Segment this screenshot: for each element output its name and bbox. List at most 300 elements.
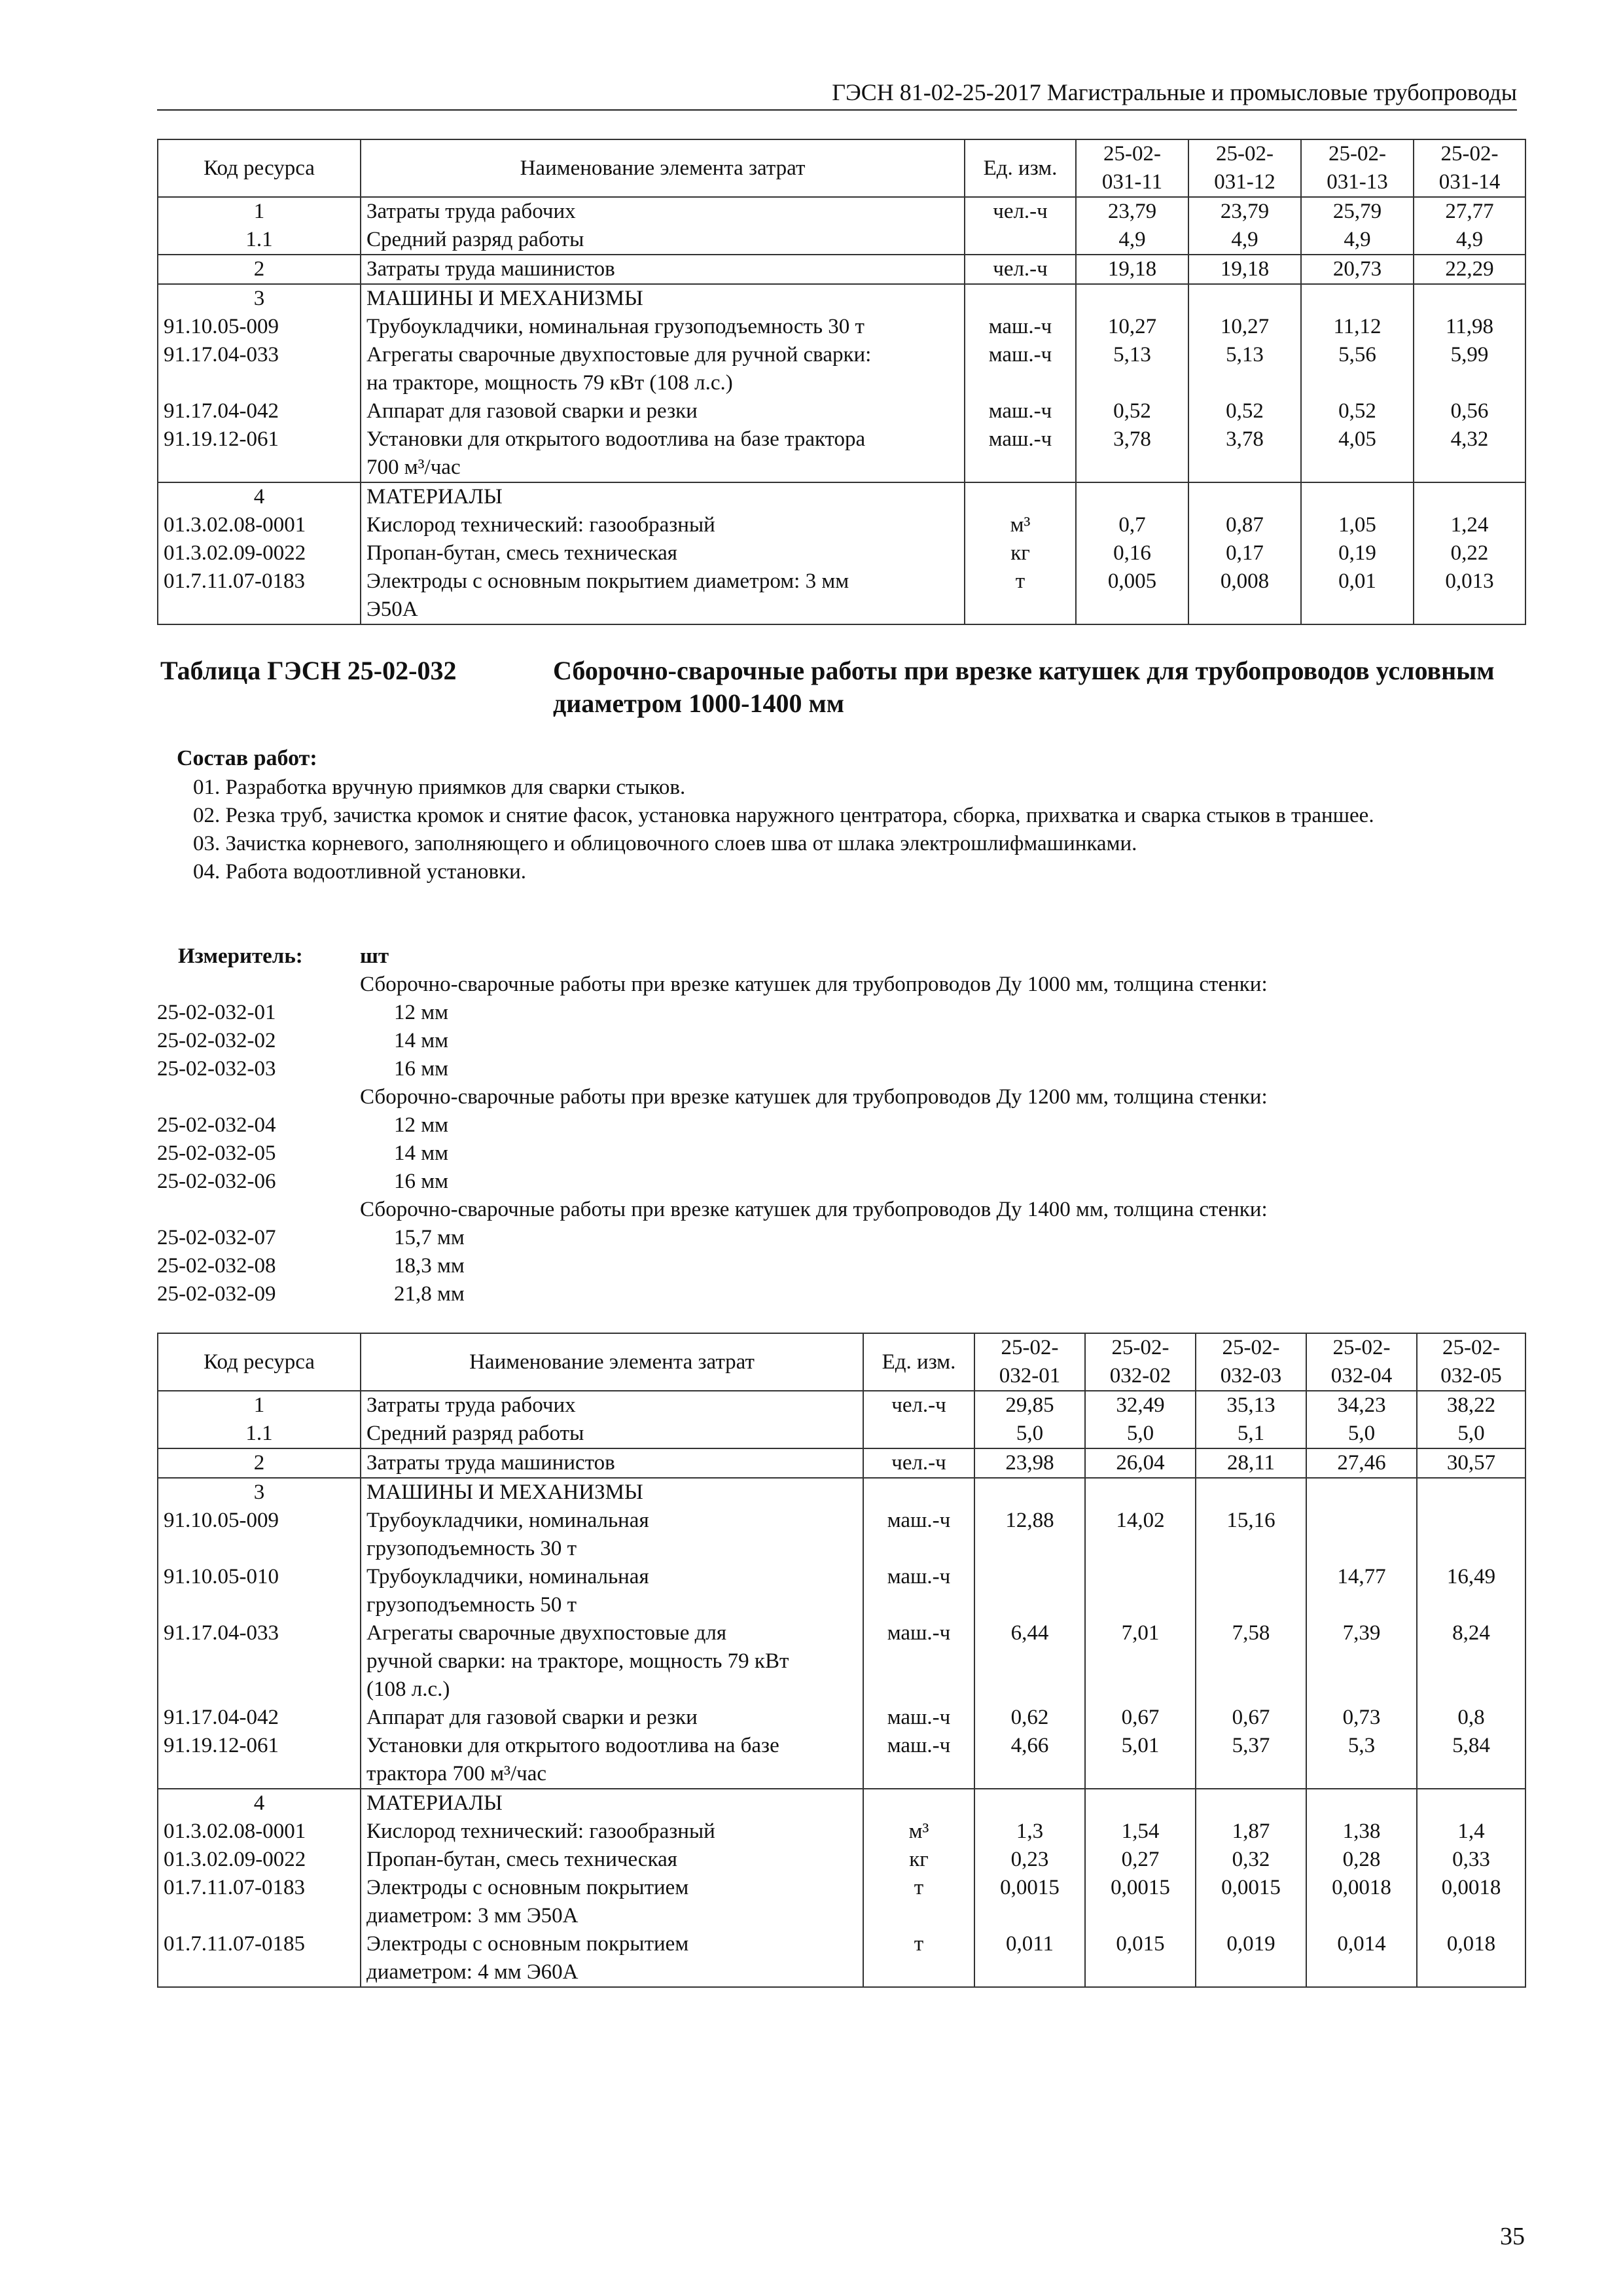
value-cell: 0,67	[1085, 1704, 1196, 1732]
value-cell: 3,78	[1188, 425, 1301, 482]
resource-name	[361, 1846, 863, 1874]
resource-name	[361, 1619, 863, 1704]
measure-row	[157, 1055, 1531, 1083]
resource-name-line: Трубоукладчики, номинальная	[366, 1565, 649, 1588]
table-row	[158, 1874, 1525, 1930]
col-header-code: Код ресурса	[158, 139, 361, 197]
resource-code: 91.10.05-009	[158, 1507, 361, 1563]
value-cell: 4,9	[1188, 226, 1301, 255]
unit-cell: т	[863, 1930, 974, 1987]
value-cell: 0,23	[974, 1846, 1085, 1874]
value-cell: 35,13	[1196, 1391, 1306, 1420]
value-cell: 8,24	[1417, 1619, 1525, 1704]
resource-name-line: МАТЕРИАЛЫ	[366, 1791, 503, 1815]
value-cell	[1417, 1789, 1525, 1818]
measure-row	[157, 1224, 1531, 1252]
value-cell: 0,0015	[974, 1874, 1085, 1930]
value-cell: 29,85	[974, 1391, 1085, 1420]
col-header-name: Наименование элемента затрат	[361, 139, 965, 197]
page-header: ГЭСН 81-02-25-2017 Магистральные и промысловые трубопроводы	[157, 77, 1517, 111]
value-cell: 5,0	[974, 1420, 1085, 1448]
measure-code: 25-02-032-01	[157, 1001, 276, 1024]
resource-code: 3	[158, 284, 361, 313]
value-cell: 19,18	[1188, 255, 1301, 284]
resource-name-line: Кислород технический: газообразный	[366, 1820, 715, 1843]
unit-cell	[863, 1789, 974, 1818]
col-header-rate: 25-02- 032-03	[1196, 1333, 1306, 1391]
value-cell: 19,18	[1076, 255, 1188, 284]
resource-name-line: Средний разряд работы	[366, 1422, 584, 1445]
resource-name-line: Затраты труда рабочих	[366, 1393, 576, 1417]
value-cell	[974, 1563, 1085, 1619]
unit-cell	[863, 1478, 974, 1507]
value-cell	[1188, 284, 1301, 313]
unit-cell	[965, 284, 1076, 313]
value-cell: 0,014	[1306, 1930, 1417, 1987]
resource-name-line: диаметром: 3 мм Э50А	[366, 1904, 579, 1928]
value-cell: 0,33	[1417, 1846, 1525, 1874]
resource-code: 3	[158, 1478, 361, 1507]
resource-name-line: Трубоукладчики, номинальная	[366, 1509, 649, 1532]
resource-code: 4	[158, 1789, 361, 1818]
table-row	[158, 284, 1525, 313]
resource-code: 1.1	[158, 226, 361, 255]
value-cell	[1414, 284, 1525, 313]
col-header-unit: Ед. изм.	[965, 139, 1076, 197]
table-row	[158, 1704, 1525, 1732]
resource-name	[361, 255, 965, 284]
unit-cell: чел.-ч	[965, 197, 1076, 226]
measure-code	[157, 971, 360, 999]
measure-text: Сборочно-сварочные работы при врезке катушек для трубопроводов Ду 1200 мм, толщина стенки:	[360, 1085, 1268, 1109]
value-cell: 4,32	[1414, 425, 1525, 482]
value-cell: 3,78	[1076, 425, 1188, 482]
resource-name-line: Кислород технический: газообразный	[366, 513, 715, 537]
resource-code: 01.7.11.07-0183	[158, 1874, 361, 1930]
value-cell: 4,66	[974, 1732, 1085, 1789]
col-header-rate: 25-02- 032-04	[1306, 1333, 1417, 1391]
measure-text: 16 мм	[394, 1170, 449, 1193]
resource-name-line: Электроды с основным покрытием	[366, 1932, 689, 1956]
value-cell: 30,57	[1417, 1448, 1525, 1478]
resource-name-line: трактора 700 м³/час	[366, 1762, 547, 1785]
col-header-unit: Ед. изм.	[863, 1333, 974, 1391]
unit-cell: чел.-ч	[863, 1448, 974, 1478]
value-cell: 0,0015	[1196, 1874, 1306, 1930]
resource-name-line: Средний разряд работы	[366, 228, 584, 251]
value-cell: 0,005	[1076, 567, 1188, 624]
value-cell: 5,56	[1301, 341, 1414, 397]
unit-cell: т	[965, 567, 1076, 624]
value-cell: 6,44	[974, 1619, 1085, 1704]
value-cell: 23,79	[1188, 197, 1301, 226]
value-cell: 0,8	[1417, 1704, 1525, 1732]
measure-text: Сборочно-сварочные работы при врезке катушек для трубопроводов Ду 1400 мм, толщина стенки:	[360, 1198, 1268, 1221]
measure-code: 25-02-032-07	[157, 1226, 276, 1249]
value-cell: 1,87	[1196, 1818, 1306, 1846]
value-cell: 26,04	[1085, 1448, 1196, 1478]
value-cell	[1076, 482, 1188, 511]
value-cell: 25,79	[1301, 197, 1414, 226]
col-header-code: Код ресурса	[158, 1333, 361, 1391]
table-row	[158, 197, 1525, 226]
value-cell: 14,02	[1085, 1507, 1196, 1563]
unit-cell	[863, 1420, 974, 1448]
resource-name-line: МАТЕРИАЛЫ	[366, 485, 503, 509]
resource-name	[361, 313, 965, 341]
resource-name-line: Электроды с основным покрытием	[366, 1876, 689, 1899]
unit-cell: кг	[863, 1846, 974, 1874]
resource-code: 4	[158, 482, 361, 511]
value-cell: 0,52	[1301, 397, 1414, 425]
resource-name	[361, 226, 965, 255]
value-cell: 28,11	[1196, 1448, 1306, 1478]
value-cell: 0,013	[1414, 567, 1525, 624]
measure-text: 14 мм	[394, 1141, 449, 1165]
value-cell: 0,7	[1076, 511, 1188, 539]
value-cell: 4,9	[1414, 226, 1525, 255]
value-cell: 11,12	[1301, 313, 1414, 341]
value-cell: 4,05	[1301, 425, 1414, 482]
value-cell: 0,16	[1076, 539, 1188, 567]
resource-code: 01.3.02.08-0001	[158, 511, 361, 539]
resource-name-line: МАШИНЫ И МЕХАНИЗМЫ	[366, 1480, 643, 1504]
value-cell	[1306, 1478, 1417, 1507]
value-cell	[1306, 1507, 1417, 1563]
resource-name	[361, 1420, 863, 1448]
measure-code	[157, 1196, 360, 1224]
value-cell: 16,49	[1417, 1563, 1525, 1619]
table-row	[158, 1420, 1525, 1448]
measure-row	[157, 1111, 1531, 1139]
measure-code: 25-02-032-06	[157, 1170, 276, 1193]
value-cell: 5,0	[1417, 1420, 1525, 1448]
col-header-rate: 25-02- 032-02	[1085, 1333, 1196, 1391]
col-header-rate: 25-02- 031-11	[1076, 139, 1188, 197]
table-row	[158, 397, 1525, 425]
unit-cell: маш.-ч	[863, 1704, 974, 1732]
unit-cell: маш.-ч	[965, 341, 1076, 397]
resource-name-line: Затраты труда машинистов	[366, 1451, 615, 1475]
unit-cell: маш.-ч	[863, 1507, 974, 1563]
composition-item: 01. Разработка вручную приямков для сварки стыков.	[193, 776, 686, 799]
table-row	[158, 567, 1525, 624]
table-row	[158, 482, 1525, 511]
value-cell	[1414, 482, 1525, 511]
value-cell: 0,0018	[1417, 1874, 1525, 1930]
resource-name	[361, 511, 965, 539]
col-header-rate: 25-02- 031-12	[1188, 139, 1301, 197]
measure-row	[157, 1252, 1531, 1280]
resource-name-line: Пропан-бутан, смесь техническая	[366, 1848, 677, 1871]
value-cell	[1085, 1563, 1196, 1619]
unit-cell: м³	[863, 1818, 974, 1846]
col-header-name: Наименование элемента затрат	[361, 1333, 863, 1391]
resource-name-line: МАШИНЫ И МЕХАНИЗМЫ	[366, 287, 643, 310]
value-cell: 23,79	[1076, 197, 1188, 226]
table-row	[158, 1732, 1525, 1789]
value-cell: 0,52	[1076, 397, 1188, 425]
value-cell: 7,01	[1085, 1619, 1196, 1704]
resource-code: 2	[158, 1448, 361, 1478]
resource-code: 91.17.04-042	[158, 1704, 361, 1732]
value-cell: 5,99	[1414, 341, 1525, 397]
measure-code: 25-02-032-02	[157, 1029, 276, 1052]
resource-code: 91.19.12-061	[158, 1732, 361, 1789]
measure-row	[157, 1196, 1531, 1224]
resource-code: 91.10.05-010	[158, 1563, 361, 1619]
value-cell: 4,9	[1301, 226, 1414, 255]
resource-table-031	[157, 139, 1526, 625]
measure-row	[157, 1027, 1531, 1055]
resource-name-line: Аппарат для газовой сварки и резки	[366, 399, 698, 423]
value-cell: 0,0015	[1085, 1874, 1196, 1930]
value-cell	[974, 1478, 1085, 1507]
value-cell: 1,3	[974, 1818, 1085, 1846]
value-cell	[1085, 1789, 1196, 1818]
resource-name-line: Аппарат для газовой сварки и резки	[366, 1706, 698, 1729]
value-cell: 1,38	[1306, 1818, 1417, 1846]
table-row	[158, 1930, 1525, 1987]
table-row	[158, 1846, 1525, 1874]
measure-row	[157, 971, 1531, 999]
value-cell: 5,13	[1076, 341, 1188, 397]
value-cell: 27,77	[1414, 197, 1525, 226]
measure-unit: шт	[360, 944, 389, 968]
value-cell	[974, 1789, 1085, 1818]
resource-code: 1.1	[158, 1420, 361, 1448]
resource-name-line: диаметром: 4 мм Э60А	[366, 1960, 579, 1984]
resource-name-line: Электроды с основным покрытием диаметром: 3 мм	[366, 569, 849, 593]
value-cell	[1196, 1478, 1306, 1507]
value-cell	[1301, 284, 1414, 313]
resource-name-line: (108 л.с.)	[366, 1677, 450, 1701]
value-cell: 5,01	[1085, 1732, 1196, 1789]
resource-name-line: 700 м³/час	[366, 456, 461, 479]
resource-name-line: грузоподъемность 30 т	[366, 1537, 577, 1560]
resource-code: 01.3.02.09-0022	[158, 1846, 361, 1874]
value-cell: 10,27	[1076, 313, 1188, 341]
resource-name-line: Агрегаты сварочные двухпостовые для ручной сварки:	[366, 343, 872, 367]
resource-table-032	[157, 1333, 1526, 1988]
measure-code	[157, 1083, 360, 1111]
resource-name-line: Затраты труда машинистов	[366, 257, 615, 281]
table-row	[158, 425, 1525, 482]
table-row	[158, 511, 1525, 539]
table-row	[158, 1391, 1525, 1420]
value-cell	[1085, 1478, 1196, 1507]
table-title: Сборочно-сварочные работы при врезке катушек для трубопроводов условным диаметром 1000-1400 мм	[553, 656, 1495, 718]
composition-item: 03. Зачистка корневого, заполняющего и облицовочного слоев шва от шлака электрошлифмашинками.	[193, 832, 1137, 855]
resource-name-line: ручной сварки: на тракторе, мощность 79 кВт	[366, 1649, 789, 1673]
value-cell: 0,018	[1417, 1930, 1525, 1987]
resource-name	[361, 197, 965, 226]
table-row	[158, 1478, 1525, 1507]
value-cell	[1076, 284, 1188, 313]
value-cell	[1188, 482, 1301, 511]
resource-name	[361, 341, 965, 397]
table-row	[158, 1818, 1525, 1846]
resource-name	[361, 1704, 863, 1732]
value-cell: 0,67	[1196, 1704, 1306, 1732]
value-cell: 27,46	[1306, 1448, 1417, 1478]
table-row	[158, 1507, 1525, 1563]
value-cell	[1196, 1563, 1306, 1619]
composition-item: 02. Резка труб, зачистка кромок и снятие фасок, установка наружного центратора, сборка, прихватка и сварка стыков в траншее.	[193, 804, 1374, 827]
resource-code: 91.17.04-033	[158, 341, 361, 397]
measure-code: 25-02-032-03	[157, 1057, 276, 1081]
resource-name-line: Затраты труда рабочих	[366, 200, 576, 223]
value-cell: 1,4	[1417, 1818, 1525, 1846]
measure-code: 25-02-032-04	[157, 1113, 276, 1137]
value-cell: 7,58	[1196, 1619, 1306, 1704]
measure-row	[157, 1083, 1531, 1111]
resource-name	[361, 539, 965, 567]
col-header-rate: 25-02- 032-05	[1417, 1333, 1525, 1391]
value-cell: 32,49	[1085, 1391, 1196, 1420]
value-cell: 23,98	[974, 1448, 1085, 1478]
table-row	[158, 1789, 1525, 1818]
resource-name-line: грузоподъемность 50 т	[366, 1593, 577, 1617]
resource-code: 91.17.04-033	[158, 1619, 361, 1704]
resource-code: 01.7.11.07-0185	[158, 1930, 361, 1987]
unit-cell: т	[863, 1874, 974, 1930]
composition-list	[193, 774, 1508, 886]
value-cell: 1,05	[1301, 511, 1414, 539]
measure-label: Измеритель:	[178, 944, 303, 968]
table-row	[158, 1563, 1525, 1619]
measure-code: 25-02-032-09	[157, 1282, 276, 1306]
resource-name	[361, 1391, 863, 1420]
value-cell: 10,27	[1188, 313, 1301, 341]
value-cell: 5,3	[1306, 1732, 1417, 1789]
resource-name	[361, 1874, 863, 1930]
measure-list	[157, 942, 1531, 1308]
value-cell: 0,008	[1188, 567, 1301, 624]
resource-name-line: на тракторе, мощность 79 кВт (108 л.с.)	[366, 371, 733, 395]
value-cell: 38,22	[1417, 1391, 1525, 1420]
resource-name	[361, 1930, 863, 1987]
value-cell: 0,17	[1188, 539, 1301, 567]
resource-name-line: Агрегаты сварочные двухпостовые для	[366, 1621, 727, 1645]
measure-row	[157, 1139, 1531, 1168]
unit-cell: м³	[965, 511, 1076, 539]
table-row	[158, 226, 1525, 255]
resource-code: 01.7.11.07-0183	[158, 567, 361, 624]
table-row	[158, 1619, 1525, 1704]
value-cell: 0,015	[1085, 1930, 1196, 1987]
page-number: 35	[1500, 2223, 1525, 2250]
resource-name	[361, 1818, 863, 1846]
table-row	[158, 255, 1525, 284]
table-label: Таблица ГЭСН 25-02-032	[160, 656, 457, 685]
resource-name	[361, 1732, 863, 1789]
value-cell	[1417, 1507, 1525, 1563]
resource-code: 1	[158, 1391, 361, 1420]
value-cell: 20,73	[1301, 255, 1414, 284]
unit-cell	[965, 226, 1076, 255]
value-cell: 34,23	[1306, 1391, 1417, 1420]
measure-text: Сборочно-сварочные работы при врезке катушек для трубопроводов Ду 1000 мм, толщина стенки:	[360, 973, 1268, 996]
measure-text: 12 мм	[394, 1001, 449, 1024]
value-cell: 0,22	[1414, 539, 1525, 567]
resource-code: 1	[158, 197, 361, 226]
value-cell	[1417, 1478, 1525, 1507]
value-cell: 5,13	[1188, 341, 1301, 397]
unit-cell: кг	[965, 539, 1076, 567]
col-header-rate: 25-02- 032-01	[974, 1333, 1085, 1391]
value-cell: 0,19	[1301, 539, 1414, 567]
value-cell: 1,54	[1085, 1818, 1196, 1846]
measure-text: 16 мм	[394, 1057, 449, 1081]
resource-name	[361, 397, 965, 425]
unit-cell: маш.-ч	[965, 397, 1076, 425]
unit-cell: маш.-ч	[965, 425, 1076, 482]
table-row	[158, 539, 1525, 567]
resource-code: 2	[158, 255, 361, 284]
value-cell	[1196, 1789, 1306, 1818]
resource-name	[361, 1448, 863, 1478]
value-cell	[1301, 482, 1414, 511]
value-cell: 5,0	[1306, 1420, 1417, 1448]
resource-name-line: Э50А	[366, 598, 418, 621]
unit-cell: чел.-ч	[863, 1391, 974, 1420]
resource-name-line: Установки для открытого водоотлива на базе трактора	[366, 427, 866, 451]
measure-text: 15,7 мм	[394, 1226, 465, 1249]
unit-cell	[965, 482, 1076, 511]
table-row	[158, 313, 1525, 341]
value-cell: 5,84	[1417, 1732, 1525, 1789]
measure-code: 25-02-032-05	[157, 1141, 276, 1165]
value-cell: 0,32	[1196, 1846, 1306, 1874]
value-cell: 12,88	[974, 1507, 1085, 1563]
col-header-rate: 25-02- 031-13	[1301, 139, 1414, 197]
value-cell: 14,77	[1306, 1563, 1417, 1619]
resource-name	[361, 1789, 863, 1818]
measure-text: 18,3 мм	[394, 1254, 465, 1278]
unit-cell: маш.-ч	[863, 1619, 974, 1704]
value-cell: 0,01	[1301, 567, 1414, 624]
measure-text: 12 мм	[394, 1113, 449, 1137]
resource-name	[361, 284, 965, 313]
value-cell	[1306, 1789, 1417, 1818]
resource-code: 91.10.05-009	[158, 313, 361, 341]
value-cell: 5,1	[1196, 1420, 1306, 1448]
measure-text: 14 мм	[394, 1029, 449, 1052]
value-cell: 1,24	[1414, 511, 1525, 539]
unit-cell: маш.-ч	[863, 1563, 974, 1619]
value-cell: 0,62	[974, 1704, 1085, 1732]
value-cell: 0,27	[1085, 1846, 1196, 1874]
resource-name-line: Пропан-бутан, смесь техническая	[366, 541, 677, 565]
value-cell: 0,011	[974, 1930, 1085, 1987]
col-header-rate: 25-02- 031-14	[1414, 139, 1525, 197]
value-cell: 0,56	[1414, 397, 1525, 425]
measure-code: 25-02-032-08	[157, 1254, 276, 1278]
value-cell: 0,52	[1188, 397, 1301, 425]
value-cell: 0,87	[1188, 511, 1301, 539]
value-cell: 11,98	[1414, 313, 1525, 341]
resource-code: 91.19.12-061	[158, 425, 361, 482]
unit-cell: маш.-ч	[965, 313, 1076, 341]
unit-cell: чел.-ч	[965, 255, 1076, 284]
value-cell: 7,39	[1306, 1619, 1417, 1704]
resource-name	[361, 482, 965, 511]
resource-name	[361, 567, 965, 624]
measure-row	[157, 1168, 1531, 1196]
resource-code: 91.17.04-042	[158, 397, 361, 425]
table-row	[158, 341, 1525, 397]
